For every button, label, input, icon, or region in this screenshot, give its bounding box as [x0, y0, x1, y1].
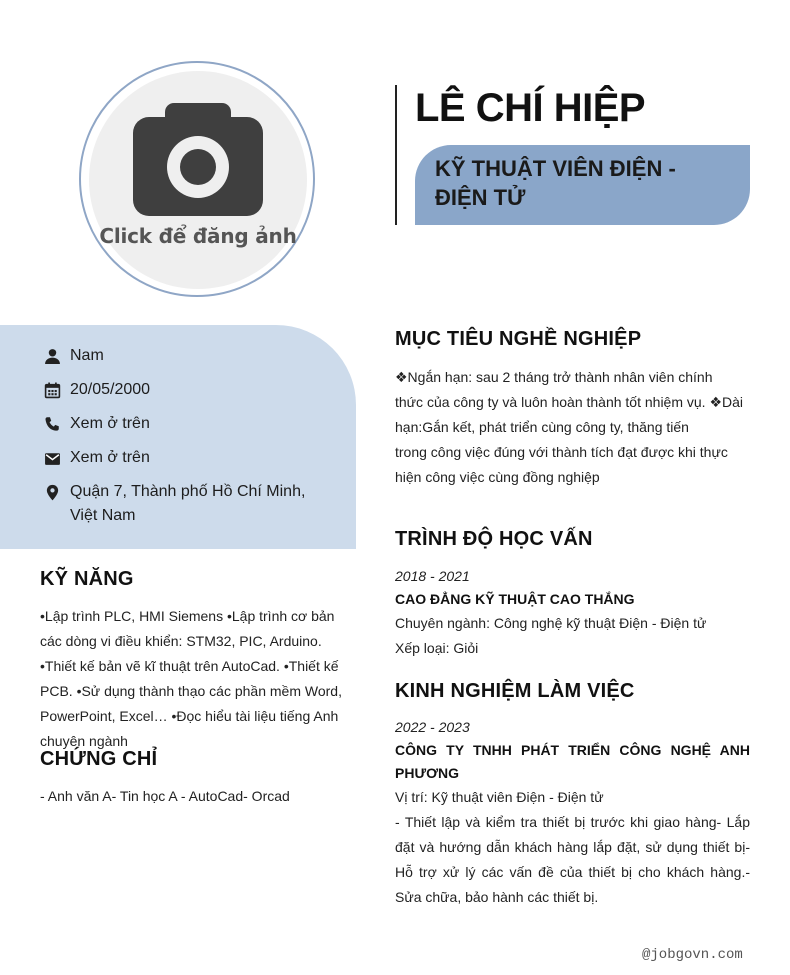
contact-phone: [43, 412, 343, 436]
experience-company: CÔNG TY TNHH PHÁT TRIỂN CÔNG NGHỆ ANH PHƯƠNG: [395, 742, 750, 781]
job-title: KỸ THUẬT VIÊN ĐIỆN - ĐIỆN TỬ: [435, 156, 676, 210]
contact-email: [43, 446, 343, 470]
education-school: CAO ĐẲNG KỸ THUẬT CAO THẮNG: [395, 591, 635, 607]
experience-description: - Thiết lập và kiểm tra thiết bị trước khi giao hàng- Lắp đặt và hướng dẫn khách hàng lắp đặt, sử dụng thiết bị- Hỗ trợ xử lý các vấn đề của thiết bị cho khách hàng.- Sửa chữa, bảo hành các thiết bị.: [395, 814, 750, 905]
objective-line: thức của công ty và luôn hoàn thành tốt nhiệm vụ. ❖Dài: [395, 394, 744, 410]
objective-line: trong công việc đúng với thành tích đạt được khi thực: [395, 444, 728, 460]
certificates-text: - Anh văn A- Tin học A - AutoCad- Orcad: [40, 788, 290, 804]
experience-heading: KINH NGHIỆM LÀM VIỆC: [395, 680, 635, 702]
objective-line: hạn:Gắn kết, phát triển cùng công ty, thăng tiến: [395, 419, 689, 435]
education-heading: TRÌNH ĐỘ HỌC VẤN: [395, 528, 593, 550]
address-value: [70, 480, 305, 528]
address-line-2: Việt Nam: [70, 507, 136, 524]
camera-lens: [180, 149, 216, 185]
education-period: 2018 - 2021: [395, 568, 470, 584]
watermark: @jobgovn.com: [642, 947, 743, 963]
objective-heading: MỤC TIÊU NGHỀ NGHIỆP: [395, 328, 642, 350]
calendar-icon: [43, 381, 61, 399]
objective-text: [395, 365, 750, 490]
candidate-name: LÊ CHÍ HIỆP: [415, 86, 646, 130]
objective-line: ❖Ngắn hạn: sau 2 tháng trở thành nhân viên chính: [395, 369, 713, 385]
experience-position: Vị trí: Kỹ thuật viên Điện - Điện tử: [395, 789, 604, 805]
person-icon: [43, 347, 61, 365]
email-value[interactable]: Xem ở trên: [70, 449, 150, 466]
mail-icon: [43, 449, 61, 467]
experience-period: 2022 - 2023: [395, 719, 470, 735]
birthday-value: 20/05/2000: [70, 381, 151, 398]
job-title-box: [415, 145, 750, 225]
phone-value[interactable]: Xem ở trên: [70, 415, 150, 432]
certificates-heading: CHỨNG CHỈ: [40, 748, 158, 770]
photo-upload-caption[interactable]: Click để đăng ảnh: [99, 224, 297, 248]
objective-line: hiện công việc cùng đồng nghiệp: [395, 469, 600, 485]
skills-text: •Lập trình PLC, HMI Siemens •Lập trình cơ bản các dòng vi điều khiển: STM32, PIC, Arduino. •Thiết kế bản vẽ kĩ thuật trên AutoCad. •Thiết kế PCB. •Sử dụng thành thạo các phần mềm Word, PowerPoint, Excel… •Đọc hiểu tài liệu tiếng Anh chuyên ngành: [40, 608, 342, 749]
phone-icon: [43, 415, 61, 433]
contact-address: [43, 480, 343, 528]
address-line-1: Quận 7, Thành phố Hồ Chí Minh,: [70, 483, 306, 500]
skills-heading: KỸ NĂNG: [40, 568, 134, 590]
education-rank: Xếp loại: Giỏi: [395, 640, 479, 656]
education-major: Chuyên ngành: Công nghệ kỹ thuật Điện - Điện tử: [395, 615, 707, 631]
contact-birthday: [43, 378, 343, 402]
header-divider: [395, 85, 397, 225]
gender-value: Nam: [70, 347, 104, 364]
location-pin-icon: [43, 483, 61, 501]
contact-gender: [43, 344, 343, 368]
